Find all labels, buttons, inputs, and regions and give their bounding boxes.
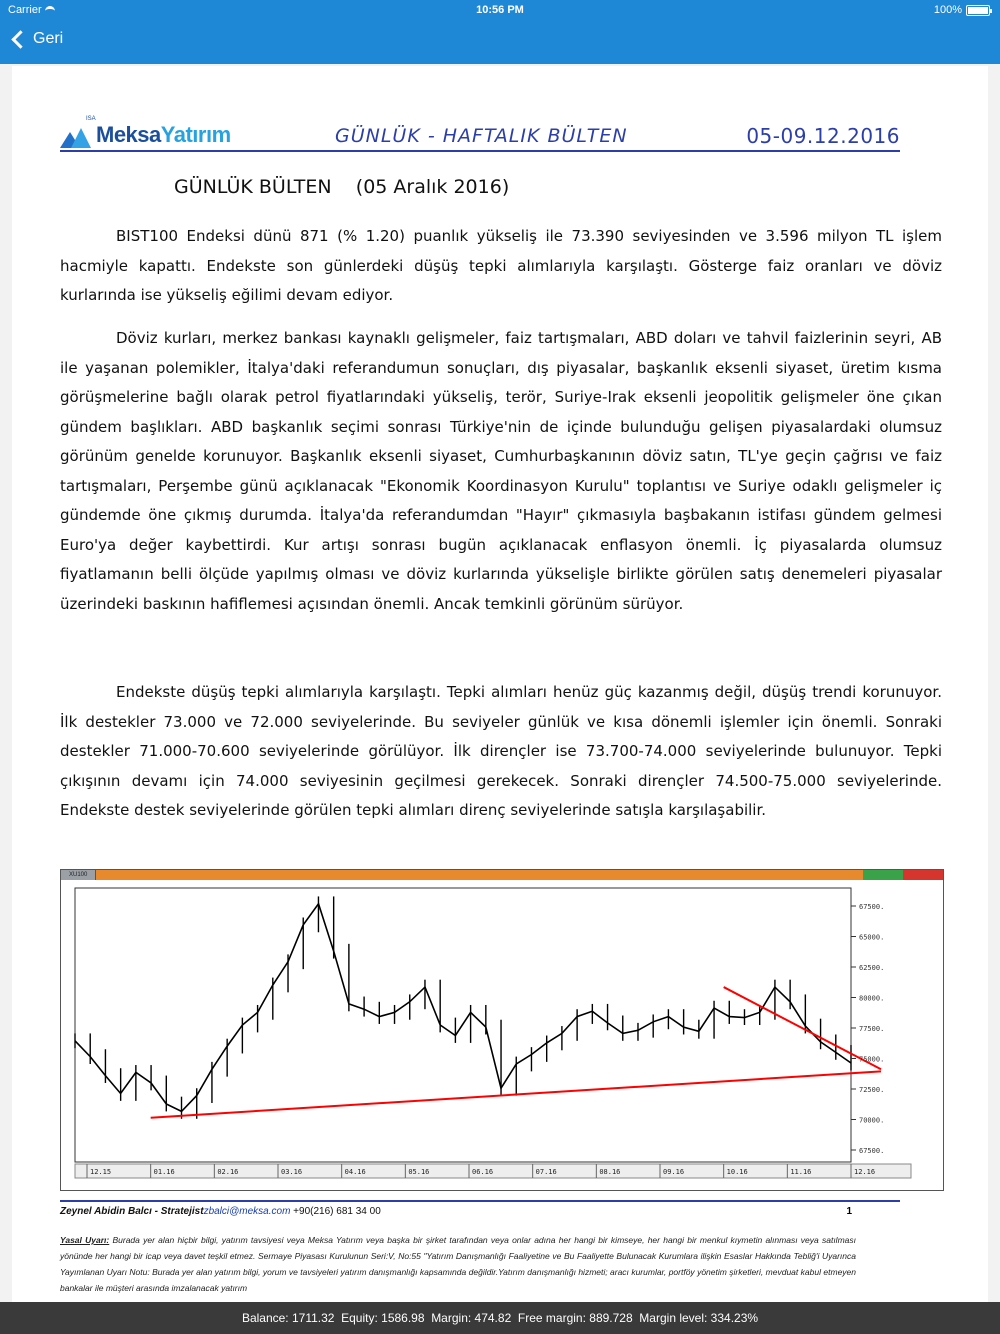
paragraph-2: Döviz kurları, merkez bankası kaynaklı gelişmeler, faiz tartışmaları, ABD doları ve tahvil faizlerinin seyri, AB ile yaşanan polemikler, İtalya'daki referandumun sonuçları, dış piyasalar, başkanlık eksenli siyaset, üretim kısma görüşmelerine bağlı olarak petrol fiyatlarındaki yükseliş, terör, Suriye-Irak eksenli jeopolitik gelişmeler öne çıkan gündem başlıkları. ABD başkanlık seçimi sonrası Türkiye'nin de içinde bulunduğu gelişen piyasalardaki olumsuz görünüm genelde korunuyor. Başkanlık eksenli siyaset, Cumhurbaşkanının döviz satın, TL'ye geçin çağrısı ve faiz tartışmaları, Perşembe günü açıklanacak "Ekonomik Koordinasyon Kurulu" toplantısı ve Suriye odaklı gelişmeler iç gündemde öne çıkmış durumda. İtalya'da referandumdan "Hayır" çıkmasıyla başbakanın istifası gündem gelmesi Euro'ya değer kaybettirdi. Kur artışı sonrası bugün açıklanacak enflasyon önemli. İç piyasalarda olumsuz fiyatlamanın belli ölçüde yapılmış olması ve döviz kurlarında yükselişle birlikte görülen satış denemeleri piyasalar üzerindeki baskının hafiflemesi açısından önemli. Ancak temkinli görünüm sürüyor.	[60, 329, 942, 613]
chart-instrument-label: XU100	[61, 870, 96, 880]
x-tick-label: 03.16	[281, 1168, 303, 1176]
logo-text	[96, 122, 231, 148]
legal-disclaimer	[60, 1232, 856, 1296]
x-tick-label: 01.16	[153, 1168, 175, 1176]
chart-plot	[61, 880, 943, 1190]
paragraph-1: BIST100 Endeksi dünü 871 (% 1.20) puanlık yükseliş ile 73.390 seviyesinden ve 3.596 milyon TL işlem hacmiyle kapattı. Endekste son günlerdeki düşüş tepki alımlarıyla karşılaştı. Gösterge faiz oranları ve döviz kurlarında ise yükseliş eğilimi devam ediyor.	[60, 227, 942, 304]
x-tick-label: 10.16	[726, 1168, 748, 1176]
x-tick-label: 12.15	[90, 1168, 112, 1176]
carrier-text: Carrier	[8, 4, 42, 16]
disclaimer-label: Yasal Uyarı:	[60, 1235, 110, 1245]
author-email[interactable]: zbalci@meksa.com	[203, 1206, 291, 1217]
y-tick-label: 80000.	[859, 994, 885, 1003]
header-date: 05-09.12.2016	[746, 124, 900, 148]
company-logo	[60, 118, 231, 148]
header-title: GÜNLÜK - HAFTALIK BÜLTEN	[335, 125, 628, 147]
x-tick-label: 06.16	[472, 1168, 494, 1176]
navigation-bar	[0, 0, 1000, 64]
x-tick-label: 02.16	[217, 1168, 239, 1176]
back-button[interactable]	[10, 30, 63, 48]
y-tick-label: 62500.	[859, 964, 885, 972]
x-tick-label: 05.16	[408, 1168, 430, 1176]
author-name: Zeynel Abidin Balcı - Stratejist	[60, 1206, 204, 1217]
chart-toolbar-band	[96, 870, 863, 880]
y-tick-label: 72500.	[859, 1086, 885, 1094]
back-label: Geri	[33, 30, 64, 47]
logo-text-main: Meksa	[96, 122, 161, 147]
battery-percent: 100%	[933, 4, 962, 16]
author-phone: +90(216) 681 34 00	[290, 1206, 381, 1217]
document-header	[60, 118, 900, 152]
y-tick-label: 67500.	[859, 903, 885, 911]
x-tick-label: 12.16	[854, 1168, 876, 1176]
x-tick-label: 04.16	[344, 1168, 366, 1176]
logo-text-accent: Yatırım	[160, 122, 231, 147]
disclaimer-text: Burada yer alan hiçbir bilgi, yatırım tavsiyesi veya Meksa Yatırım veya başka bir şirket tarafından veya onlar adına her hangi bir kimseye, her hangi bir menkul kıymetin alınması veya satılması yönünde her hangi bir icap veya davet teşkil etmez. Sermaye Piyasası Kurulunun Seri:V, No:55 "Yatırım Danışmanlığı Faaliyetine ve Bu Faaliyette Bulunacak Kurumlara ilişkin Esaslar Hakkında Tebliğ'i Uyarınca Yayımlanan Uyarı Notu: Burada yer alan yatırım bilgi, yorum ve tavsiyeleri yatırım danışmanlığı kapsamında değildir.Yatırım danışmanlığı hizmeti; aracı kurumlar, portföy yönetim şirketleri, mevduat kabul etmeyen bankalar ile müşteri arasında imzalanacak yatırım	[60, 1235, 856, 1293]
chart-toolbar-red	[903, 870, 943, 880]
y-tick-label: 70000.	[859, 1116, 885, 1125]
battery-icon	[966, 5, 990, 16]
x-tick-label: 07.16	[535, 1168, 557, 1176]
y-tick-label: 77500.	[859, 1025, 885, 1033]
y-tick-label: 67500.	[859, 1147, 885, 1155]
x-tick-label: 09.16	[663, 1168, 685, 1176]
x-tick-label: 08.16	[599, 1168, 621, 1176]
y-tick-label: 65000.	[859, 933, 885, 942]
status-time: 10:56 PM	[476, 4, 524, 16]
paragraph-3: Endekste düşüş tepki alımlarıyla karşılaştı. Tepki alımları henüz güç kazanmış değil, düşüş trendi korunuyor. İlk destekler 73.000 ve 72.000 seviyelerinde. Bu seviyeler günlük ve kısa dönemli işlemler için önemli. Sonraki destekler 71.000-70.600 seviyelerinde görülüyor. İlk dirençler ise 73.700-74.000 seviyelerinde bulunuyor. Tepki çıkışının devamı için 74.000 seviyesinin geçilmesi gerekecek. Sonraki dirençler 74.500-75.000 seviyelerinde. Endekste destek seviyelerinde görülen tepki alımları direnç seviyelerinde satışla karşılaşabilir.	[60, 683, 942, 819]
logo-small-text: ISA	[86, 116, 96, 122]
battery-status	[934, 4, 990, 16]
document-page[interactable]	[12, 66, 988, 1302]
footer-author	[60, 1206, 381, 1217]
chart-toolbar	[61, 870, 943, 880]
bist100-chart	[60, 869, 944, 1191]
footer-divider	[60, 1200, 900, 1202]
logo-mountain-icon	[60, 128, 94, 148]
account-status-bar	[0, 1302, 1000, 1334]
status-bar	[0, 0, 1000, 22]
chart-toolbar-green	[863, 870, 903, 880]
chevron-left-icon	[11, 30, 29, 48]
page-number: 1	[846, 1206, 852, 1217]
x-tick-label: 11.16	[790, 1168, 812, 1176]
bulletin-title: GÜNLÜK BÜLTEN (05 Aralık 2016)	[174, 176, 510, 198]
account-summary: Balance: 1711.32 Equity: 1586.98 Margin: 474.82 Free margin: 889.728 Margin level: 334.23%	[241, 1311, 759, 1325]
y-tick-label: 75000.	[859, 1055, 885, 1064]
